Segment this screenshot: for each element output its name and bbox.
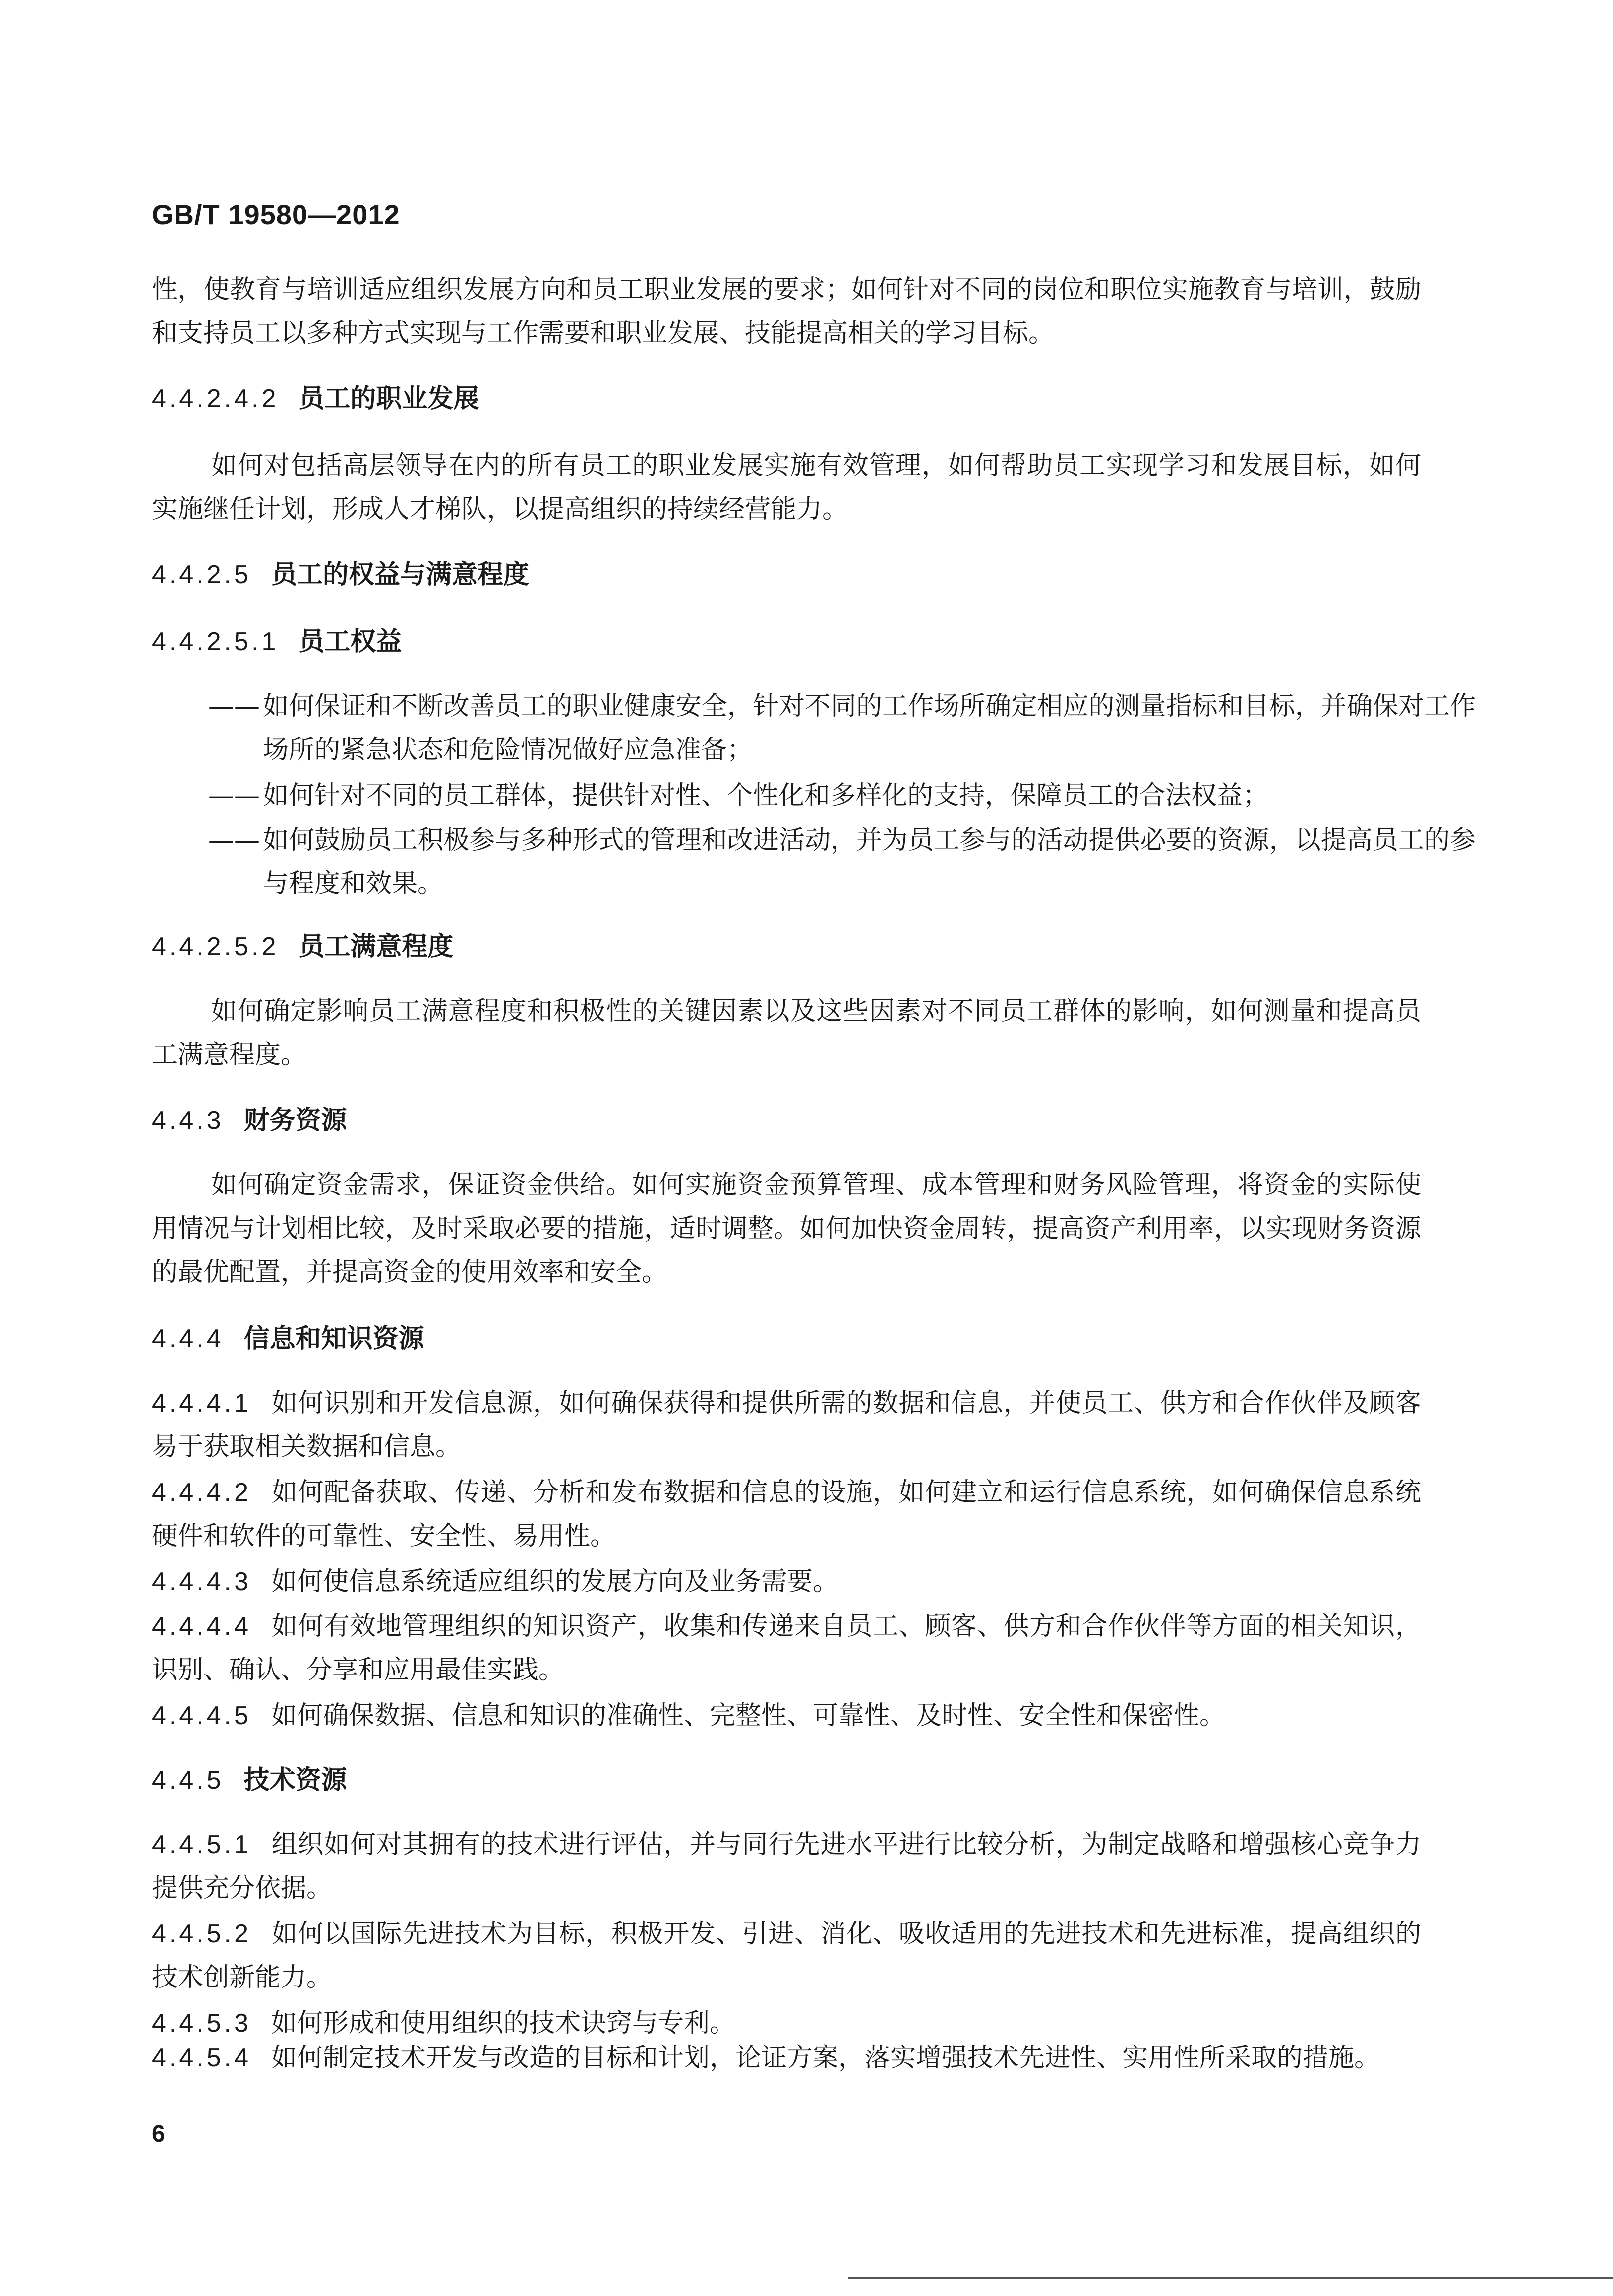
section-title: 员工满意程度 [299, 931, 454, 962]
clause-text: 如何制定技术开发与改造的目标和计划，论证方案，落实增强技术先进性、实用性所采取的措施。 [271, 2043, 1380, 2073]
section-heading-4-4-3 [152, 1099, 1421, 1142]
clause-text: 如何以国际先进技术为目标，积极开发、引进、消化、吸收适用的先进技术和先进标准，提高组织的技术创新能力。 [152, 1919, 1421, 1992]
list-item [208, 684, 1476, 772]
clause-number: 4.4.5.4 [152, 2044, 252, 2072]
clause-text: 如何识别和开发信息源，如何确保获得和提供所需的数据和信息，并使员工、供方和合作伙伴及顾客易于获取相关数据和信息。 [152, 1388, 1421, 1462]
section-number: 4.4.2.5 [152, 560, 252, 589]
standard-code: GB/T 19580—2012 [152, 199, 400, 230]
clause-number: 4.4.4.4 [152, 1612, 252, 1641]
section-heading-4-4-2-5-1 [152, 620, 1421, 664]
section-heading-4-4-5 [152, 1758, 1421, 1802]
section-heading-4-4-4 [152, 1317, 1421, 1361]
section-title: 信息和知识资源 [243, 1323, 424, 1354]
clause-4-4-4-1 [152, 1381, 1421, 1469]
em-dash: —— [208, 825, 260, 855]
section-heading-4-4-2-5-2 [152, 925, 1421, 969]
list-item-text: 如何保证和不断改善员工的职业健康安全，针对不同的工作场所确定相应的测量指标和目标，并确保对工作场所的紧急状态和危险情况做好应急准备； [263, 691, 1476, 765]
em-dash: —— [208, 781, 260, 810]
clause-text: 如何形成和使用组织的技术诀窍与专利。 [271, 2008, 736, 2038]
clause-text: 如何配备获取、传递、分析和发布数据和信息的设施，如何建立和运行信息系统，如何确保信息系统硬件和软件的可靠性、安全性、易用性。 [152, 1478, 1421, 1551]
section-title: 员工的职业发展 [299, 383, 479, 414]
clause-4-4-5-4 [152, 2036, 1421, 2080]
clause-text: 如何有效地管理组织的知识资产，收集和传递来自员工、顾客、供方和合作伙伴等方面的相关知识，识别、确认、分享和应用最佳实践。 [152, 1612, 1421, 1685]
section-number: 4.4.4 [152, 1324, 224, 1353]
section-number: 4.4.2.5.2 [152, 932, 279, 961]
section-title: 员工的权益与满意程度 [271, 559, 530, 590]
em-dash: —— [208, 691, 260, 721]
clause-number: 4.4.4.5 [152, 1701, 252, 1730]
section-number: 4.4.5 [152, 1766, 224, 1795]
paragraph-financial-resources: 如何确定资金需求，保证资金供给。如何实施资金预算管理、成本管理和财务风险管理，将资金的实际使用情况与计划相比较，及时采取必要的措施，适时调整。如何加快资金周转，提高资产利用率，以实现财务资源的最优配置，并提高资金的使用效率和安全。 [152, 1170, 1421, 1287]
clause-4-4-5-2 [152, 1912, 1421, 1999]
clause-4-4-4-5 [152, 1694, 1421, 1738]
list-item [208, 818, 1476, 906]
paragraph-continued: 性，使教育与培训适应组织发展方向和员工职业发展的要求；如何针对不同的岗位和职位实施教育与培训，鼓励和支持员工以多种方式实现与工作需要和职业发展、技能提高相关的学习目标。 [152, 275, 1421, 348]
clause-4-4-5-1 [152, 1823, 1421, 1910]
clause-number: 4.4.5.3 [152, 2009, 252, 2038]
paragraph-satisfaction: 如何确定影响员工满意程度和积极性的关键因素以及这些因素对不同员工群体的影响，如何测量和提高员工满意程度。 [152, 996, 1421, 1070]
paragraph-career-development: 如何对包括高层领导在内的所有员工的职业发展实施有效管理，如何帮助员工实现学习和发展目标，如何实施继任计划，形成人才梯队，以提高组织的持续经营能力。 [152, 451, 1421, 524]
section-title: 技术资源 [243, 1765, 347, 1795]
scan-edge-line [848, 2277, 1613, 2279]
section-title: 财务资源 [243, 1105, 347, 1135]
page-number: 6 [152, 2121, 165, 2147]
clause-number: 4.4.4.2 [152, 1478, 252, 1507]
list-item-text: 如何鼓励员工积极参与多种形式的管理和改进活动，并为员工参与的活动提供必要的资源，以提高员工的参与程度和效果。 [263, 825, 1476, 899]
clause-number: 4.4.5.1 [152, 1830, 252, 1859]
section-number: 4.4.3 [152, 1106, 224, 1135]
clause-4-4-4-4 [152, 1605, 1421, 1692]
section-number: 4.4.2.5.1 [152, 627, 279, 656]
section-heading-4-4-2-4-2 [152, 377, 1421, 421]
section-heading-4-4-2-5 [152, 553, 1421, 597]
clause-number: 4.4.4.3 [152, 1567, 252, 1596]
clause-number: 4.4.5.2 [152, 1920, 252, 1948]
clause-text: 组织如何对其拥有的技术进行评估，并与同行先进水平进行比较分析，为制定战略和增强核心竞争力提供充分依据。 [152, 1830, 1421, 1903]
clause-4-4-4-2 [152, 1471, 1421, 1558]
clause-4-4-4-3 [152, 1560, 1421, 1604]
clause-text: 如何确保数据、信息和知识的准确性、完整性、可靠性、及时性、安全性和保密性。 [271, 1701, 1226, 1731]
list-item [208, 774, 1476, 817]
section-number: 4.4.2.4.2 [152, 384, 279, 413]
clause-text: 如何使信息系统适应组织的发展方向及业务需要。 [271, 1567, 839, 1597]
clause-number: 4.4.4.1 [152, 1389, 252, 1418]
list-item-text: 如何针对不同的员工群体，提供针对性、个性化和多样化的支持，保障员工的合法权益； [263, 781, 1269, 810]
section-title: 员工权益 [299, 626, 402, 657]
